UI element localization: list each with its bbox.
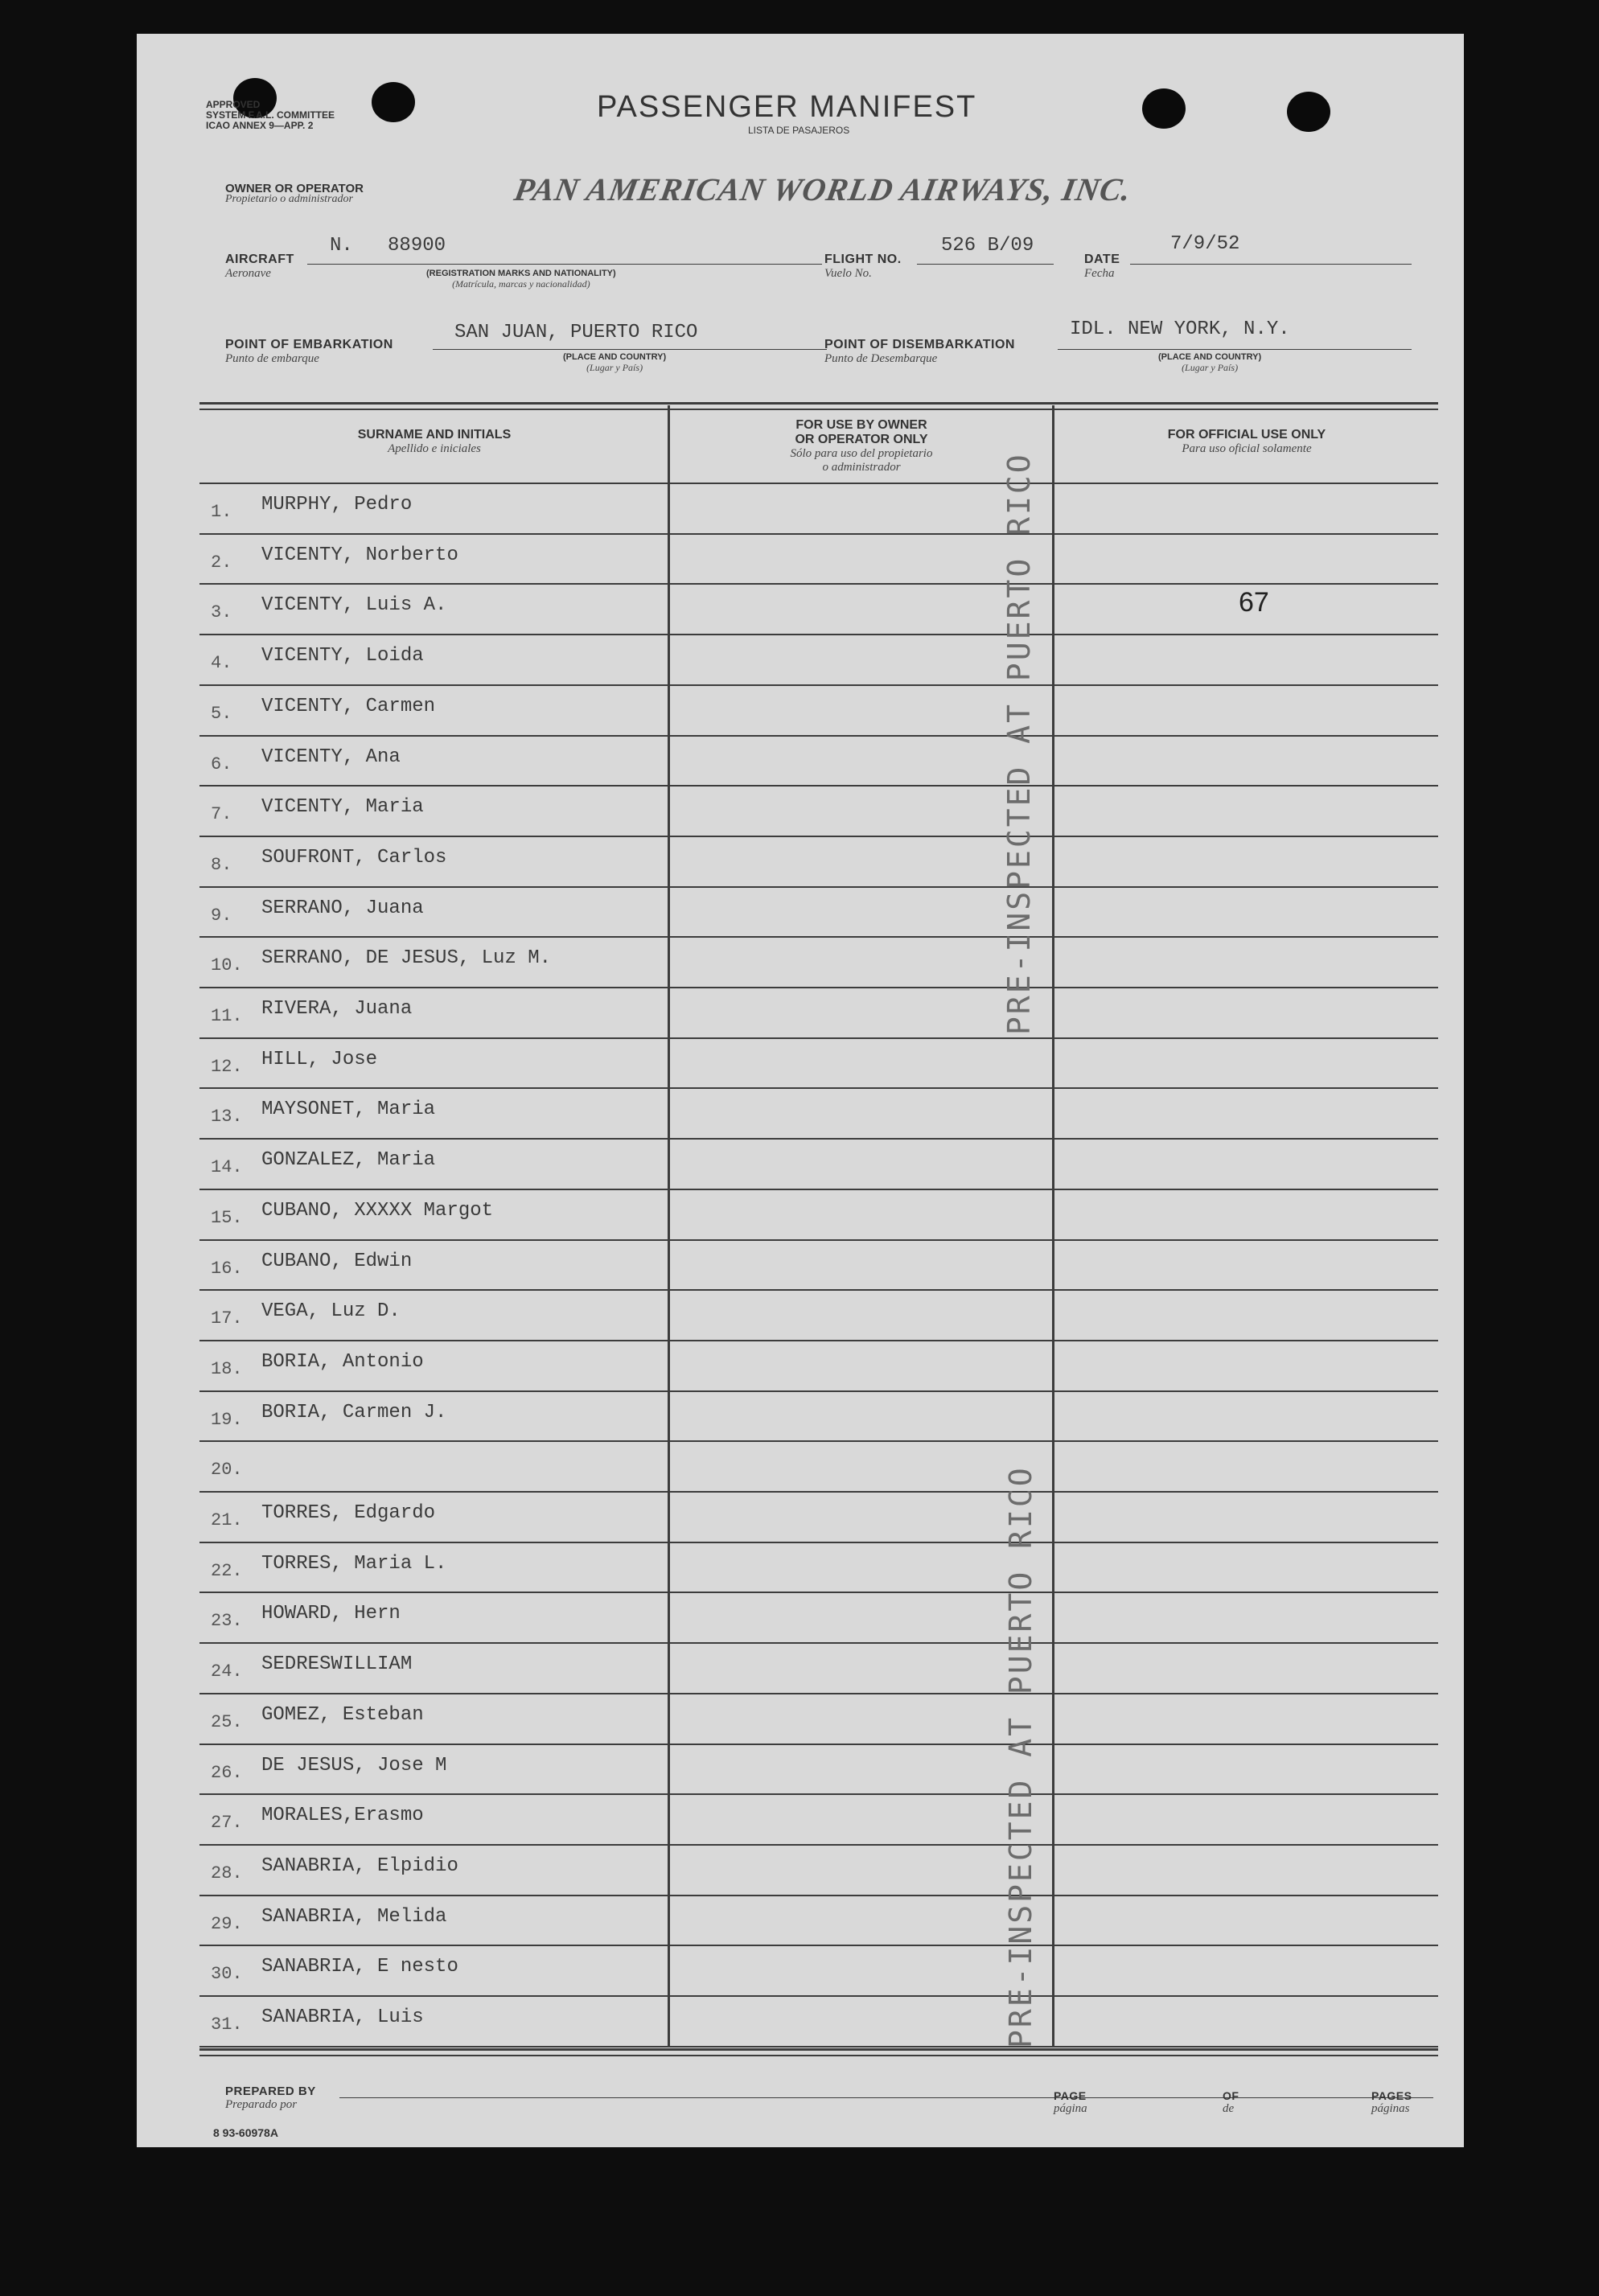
punch-hole-3	[1142, 88, 1186, 129]
row-rule	[199, 1491, 1438, 1493]
row-rule	[199, 936, 1438, 938]
owner-label: OWNER OR OPERATOR	[225, 182, 364, 195]
row-number: 14.	[211, 1157, 243, 1178]
passenger-name: VICENTY, Norberto	[261, 544, 458, 566]
of-label-block	[1223, 2089, 1239, 2116]
aircraft-label-block	[225, 253, 294, 281]
passenger-name: SANABRIA, Melida	[261, 1905, 447, 1928]
passenger-name: MAYSONET, Maria	[261, 1099, 436, 1121]
row-number: 17.	[211, 1308, 243, 1329]
aircraft-label: AIRCRAFT	[225, 253, 294, 266]
row-rule	[199, 1239, 1438, 1241]
place-note2-block	[1158, 352, 1261, 373]
passenger-name: GOMEZ, Esteban	[261, 1703, 424, 1726]
row-number: 18.	[211, 1358, 243, 1379]
row-rule	[199, 1895, 1438, 1896]
row-number: 4.	[211, 653, 232, 674]
row-number: 15.	[211, 1207, 243, 1228]
owner-head-2: OR OPERATOR ONLY	[795, 433, 928, 446]
pre-inspected-stamp-1: PRE-INSPECTED AT PUERTO RICO	[1001, 452, 1037, 1035]
date-label-block	[1084, 253, 1120, 281]
embark-label: POINT OF EMBARKATION	[225, 338, 393, 351]
row-number: 2.	[211, 552, 232, 573]
row-rule	[199, 583, 1438, 585]
row-number: 6.	[211, 754, 232, 774]
approval-line: ICAO ANNEX 9—APP. 2	[206, 120, 314, 131]
disembark-underline	[1058, 349, 1412, 350]
pre-inspected-stamp-2: PRE-INSPECTED AT PUERTO RICO	[1003, 1465, 1038, 2048]
passenger-name: BORIA, Antonio	[261, 1350, 424, 1373]
approval-block	[206, 100, 335, 131]
row-number: 23.	[211, 1611, 243, 1632]
passenger-name: RIVERA, Juana	[261, 998, 413, 1020]
row-rule	[199, 1642, 1438, 1644]
date-value: 7/9/52	[1170, 233, 1240, 255]
embark-label-es: Punto de embarque	[225, 352, 319, 365]
page-label: PAGE	[1054, 2089, 1087, 2102]
page-label-es: página	[1054, 2102, 1087, 2115]
row-number: 26.	[211, 1762, 243, 1783]
aircraft-value: N. 88900	[330, 235, 446, 257]
row-number: 19.	[211, 1409, 243, 1430]
date-underline	[1130, 264, 1412, 265]
passenger-name: SERRANO, DE JESUS, Luz M.	[261, 947, 552, 970]
pages-label: PAGES	[1371, 2089, 1412, 2102]
flight-label: FLIGHT NO.	[824, 253, 902, 266]
passenger-name: CUBANO, XXXXX Margot	[261, 1199, 494, 1222]
of-label-es: de	[1223, 2102, 1235, 2115]
prepared-by-block	[225, 2084, 316, 2112]
disembark-value: IDL. NEW YORK, N.Y.	[1070, 318, 1290, 340]
place-note2: (PLACE AND COUNTRY)	[1158, 352, 1262, 362]
header-bottom-rule	[199, 483, 1438, 484]
row-rule	[199, 1945, 1438, 1946]
aircraft-underline	[307, 264, 822, 265]
page-title: PASSENGER MANIFEST	[597, 90, 977, 124]
row-rule	[199, 785, 1438, 787]
row-number: 16.	[211, 1258, 243, 1279]
row-rule	[199, 1087, 1438, 1089]
row-number: 25.	[211, 1711, 243, 1732]
registration-note: (REGISTRATION MARKS AND NATIONALITY)	[426, 269, 616, 278]
table-top-rule	[199, 402, 1438, 405]
embark-underline	[433, 349, 827, 350]
row-number: 20.	[211, 1460, 243, 1481]
prepared-label-es: Preparado por	[225, 2098, 298, 2111]
row-rule	[199, 1289, 1438, 1291]
owner-head-1: FOR USE BY OWNER	[795, 418, 927, 432]
row-number: 1.	[211, 502, 232, 522]
approval-line: SYSTEM F.A.L. COMMITTEE	[206, 109, 335, 121]
table-top-rule-2	[199, 409, 1438, 410]
approval-line: APPROVED	[206, 99, 261, 110]
row-number: 27.	[211, 1813, 243, 1834]
passenger-name: MURPHY, Pedro	[261, 494, 413, 515]
row-number: 11.	[211, 1006, 243, 1026]
row-number: 7.	[211, 804, 232, 825]
embark-label-block	[225, 338, 393, 366]
row-number: 8.	[211, 854, 232, 875]
passenger-name: GONZALEZ, Maria	[261, 1149, 436, 1172]
form-code: 8 93-60978A	[213, 2126, 278, 2139]
official-sub: Para uso oficial solamente	[1182, 442, 1312, 455]
disembark-label-es: Punto de Desembarque	[824, 352, 938, 365]
row-rule	[199, 684, 1438, 686]
disembark-label-block	[824, 338, 1015, 366]
column-divider-2	[1052, 405, 1054, 2046]
row-number: 29.	[211, 1913, 243, 1934]
place-note: (PLACE AND COUNTRY)	[563, 352, 667, 362]
passenger-name: SOUFRONT, Carlos	[261, 846, 447, 869]
row-rule	[199, 1138, 1438, 1140]
place-note-block	[563, 352, 666, 373]
official-mark: 67	[1239, 587, 1269, 618]
airline-name: PAN AMERICAN WORLD AIRWAYS, INC.	[512, 171, 1135, 207]
row-number: 21.	[211, 1510, 243, 1530]
row-rule	[199, 1340, 1438, 1341]
row-rule	[199, 1037, 1438, 1039]
place-note2-es: (Lugar y País)	[1182, 362, 1239, 373]
flight-underline	[917, 264, 1054, 265]
page-label-block	[1054, 2089, 1087, 2116]
passenger-name: SEDRESWILLIAM	[261, 1653, 413, 1676]
row-rule	[199, 1390, 1438, 1392]
passenger-name: TORRES, Edgardo	[261, 1502, 436, 1524]
passenger-name: SANABRIA, E nesto	[261, 1956, 458, 1978]
row-number: 10.	[211, 955, 243, 976]
row-number: 30.	[211, 1964, 243, 1985]
pages-label-block	[1371, 2089, 1412, 2116]
flight-value: 526 B/09	[941, 235, 1034, 257]
row-number: 31.	[211, 2015, 243, 2035]
column-header-official	[1055, 428, 1438, 456]
registration-note-es: (Matrícula, marcas y nacionalidad)	[452, 278, 590, 290]
row-rule	[199, 1793, 1438, 1795]
passenger-name: SANABRIA, Luis	[261, 2006, 424, 2028]
owner-label-es: Propietario o administrador	[225, 193, 353, 205]
column-header-name	[201, 428, 668, 456]
row-rule	[199, 634, 1438, 635]
row-rule	[199, 1844, 1438, 1846]
date-label-es: Fecha	[1084, 267, 1115, 280]
row-rule	[199, 1995, 1438, 1997]
manifest-sheet	[137, 34, 1464, 2147]
disembark-label: POINT OF DISEMBARKATION	[824, 338, 1015, 351]
row-rule	[199, 1440, 1438, 1442]
date-label: DATE	[1084, 253, 1120, 266]
flight-label-es: Vuelo No.	[824, 267, 872, 280]
prepared-underline	[339, 2097, 1433, 2098]
owner-sub-1: Sólo para uso del propietario	[790, 447, 933, 460]
row-number: 3.	[211, 602, 232, 623]
row-rule	[199, 987, 1438, 988]
passenger-name: VICENTY, Loida	[261, 645, 424, 667]
punch-hole-2	[372, 82, 415, 122]
passenger-name: VICENTY, Carmen	[261, 695, 436, 717]
row-number: 9.	[211, 905, 232, 926]
passenger-name: DE JESUS, Jose M	[261, 1754, 447, 1776]
row-number: 13.	[211, 1107, 243, 1127]
prepared-label: PREPARED BY	[225, 2084, 316, 2098]
passenger-name: MORALES,Erasmo	[261, 1805, 424, 1827]
registration-note-block	[426, 269, 616, 290]
row-number: 28.	[211, 1863, 243, 1883]
passenger-name: BORIA, Carmen J.	[261, 1401, 447, 1423]
row-number: 12.	[211, 1056, 243, 1077]
place-note-es: (Lugar y País)	[586, 362, 643, 373]
passenger-name: VICENTY, Maria	[261, 796, 424, 819]
row-rule	[199, 1693, 1438, 1694]
row-rule	[199, 1542, 1438, 1543]
row-rule	[199, 1189, 1438, 1190]
aircraft-label-es: Aeronave	[225, 267, 271, 280]
row-rule	[199, 1592, 1438, 1593]
passenger-name: SANABRIA, Elpidio	[261, 1854, 458, 1877]
of-label: OF	[1223, 2089, 1239, 2102]
passenger-name: HOWARD, Hern	[261, 1603, 401, 1625]
passenger-name: CUBANO, Edwin	[261, 1250, 413, 1272]
row-rule	[199, 886, 1438, 888]
row-rule	[199, 836, 1438, 837]
column-header-owner	[671, 418, 1052, 474]
passenger-name: VICENTY, Ana	[261, 745, 401, 768]
passenger-name: VEGA, Luz D.	[261, 1300, 401, 1323]
owner-label-block	[225, 183, 364, 204]
row-number: 24.	[211, 1661, 243, 1682]
table-bottom-rule	[199, 2048, 1438, 2051]
name-sub: Apellido e iniciales	[388, 442, 481, 455]
row-rule	[199, 2046, 1438, 2048]
pages-label-es: páginas	[1371, 2102, 1410, 2115]
column-divider-1	[668, 405, 670, 2046]
row-number: 22.	[211, 1560, 243, 1581]
name-head: SURNAME AND INITIALS	[357, 428, 512, 442]
passenger-name: SERRANO, Juana	[261, 897, 424, 919]
embark-value: SAN JUAN, PUERTO RICO	[454, 322, 698, 343]
official-head: FOR OFFICIAL USE ONLY	[1167, 428, 1326, 442]
owner-sub-2: o administrador	[822, 461, 901, 474]
flight-label-block	[824, 253, 902, 281]
table-bottom-rule-2	[199, 2055, 1438, 2056]
page-subtitle: LISTA DE PASAJEROS	[748, 125, 850, 136]
row-rule	[199, 533, 1438, 535]
passenger-name: TORRES, Maria L.	[261, 1552, 447, 1575]
passenger-name: VICENTY, Luis A.	[261, 594, 447, 617]
punch-hole-4	[1287, 92, 1330, 132]
passenger-name: HILL, Jose	[261, 1048, 378, 1070]
row-rule	[199, 1744, 1438, 1745]
row-number: 5.	[211, 703, 232, 724]
row-rule	[199, 735, 1438, 737]
